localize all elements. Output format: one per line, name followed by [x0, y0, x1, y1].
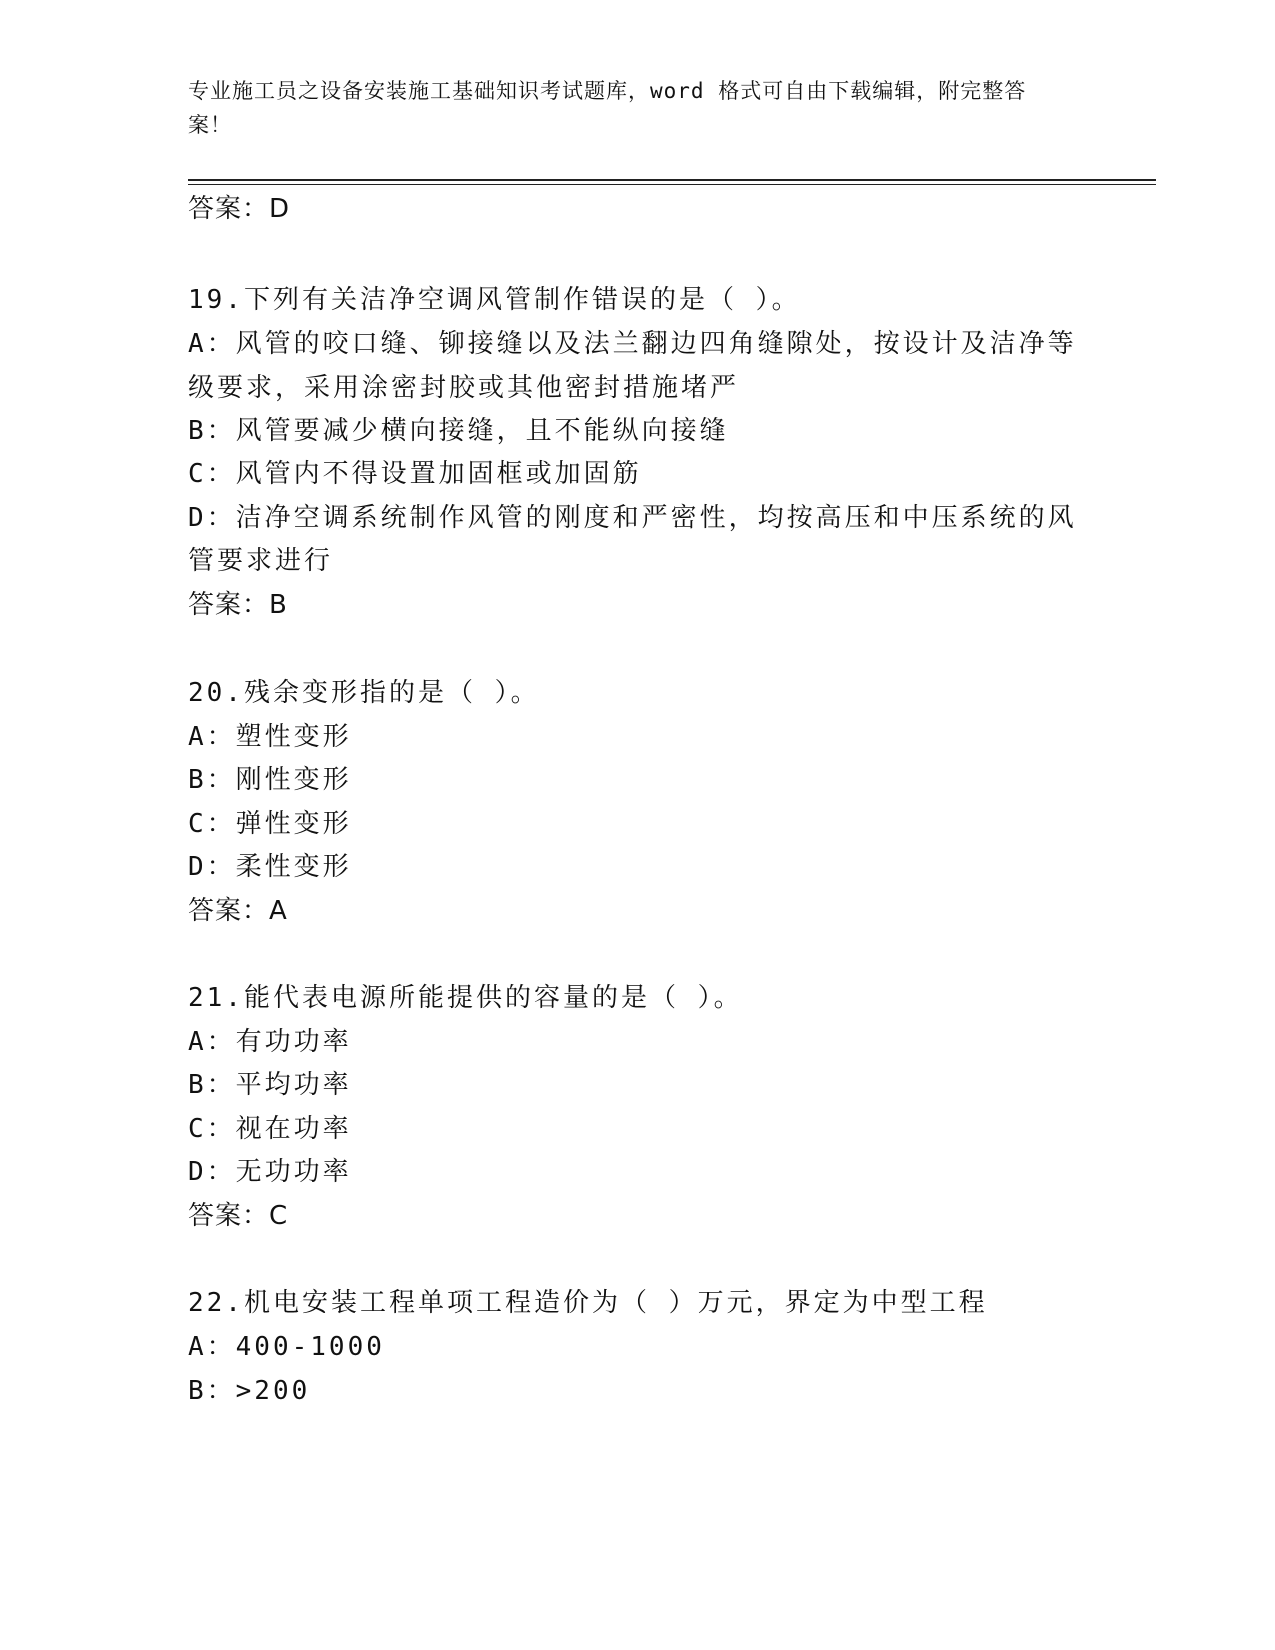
- question-19-answer: 答案：B: [188, 590, 288, 620]
- question-21-option-b: B：平均功率: [188, 1070, 352, 1100]
- question-22-option-a: A：400-1000: [188, 1332, 385, 1362]
- question-20-answer: 答案：A: [188, 896, 288, 926]
- question-19-stem: 19.下列有关洁净空调风管制作错误的是（ ）。: [188, 285, 801, 315]
- question-19-option-b: B：风管要减少横向接缝，且不能纵向接缝: [188, 416, 729, 446]
- question-19-option-d-cont: 管要求进行: [188, 546, 334, 576]
- question-20-option-c: C：弹性变形: [188, 809, 352, 839]
- question-21-option-c: C：视在功率: [188, 1114, 352, 1144]
- question-21-option-d: D：无功功率: [188, 1157, 352, 1187]
- question-21-option-a: A：有功功率: [188, 1027, 352, 1057]
- question-22-stem: 22.机电安装工程单项工程造价为（ ）万元，界定为中型工程: [188, 1288, 988, 1318]
- header-rule-thin: [188, 184, 1156, 185]
- question-20-stem: 20.残余变形指的是（ ）。: [188, 678, 540, 708]
- header-rule: [188, 179, 1156, 181]
- question-19-option-d: D：洁净空调系统制作风管的刚度和严密性，均按高压和中压系统的风: [188, 503, 1077, 533]
- answer-line: 答案：D: [188, 194, 291, 224]
- document-header: 专业施工员之设备安装施工基础知识考试题库，word 格式可自由下载编辑，附完整答案！: [188, 79, 1027, 137]
- question-20-option-a: A：塑性变形: [188, 722, 352, 752]
- question-21-answer: 答案：C: [188, 1201, 289, 1231]
- question-19-option-c: C：风管内不得设置加固框或加固筋: [188, 459, 642, 489]
- question-19-option-a: A：风管的咬口缝、铆接缝以及法兰翻边四角缝隙处，按设计及洁净等: [188, 329, 1077, 359]
- question-21-stem: 21.能代表电源所能提供的容量的是（ ）。: [188, 983, 743, 1013]
- question-20-option-d: D：柔性变形: [188, 852, 352, 882]
- question-20-option-b: B：刚性变形: [188, 765, 352, 795]
- question-19-option-a-cont: 级要求，采用涂密封胶或其他密封措施堵严: [188, 373, 740, 403]
- question-22-option-b: B：>200: [188, 1376, 311, 1406]
